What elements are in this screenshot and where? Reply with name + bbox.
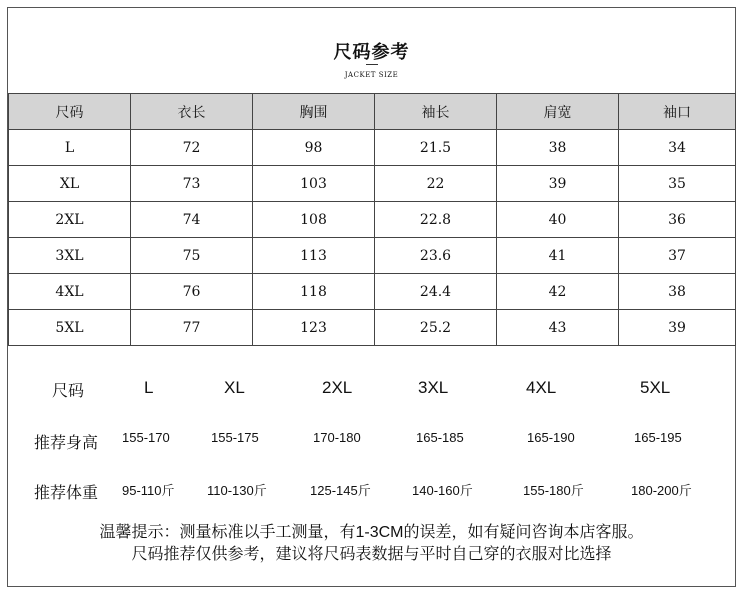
weight-row-label: 推荐体重 <box>34 485 99 502</box>
table-cell: 43 <box>497 310 619 346</box>
size-table <box>8 93 736 346</box>
weight-value: 125-145斤 <box>310 483 371 498</box>
title-block <box>8 8 735 100</box>
height-value: 170-180 <box>313 430 361 445</box>
table-cell: 22 <box>375 166 497 202</box>
header-cell: 肩宽 <box>497 94 619 130</box>
header-cell: 袖口 <box>619 94 736 130</box>
height-value: 155-175 <box>211 430 259 445</box>
table-cell: 34 <box>619 130 736 166</box>
table-cell: 77 <box>131 310 253 346</box>
size-value: 3XL <box>418 378 449 397</box>
table-cell: XL <box>9 166 131 202</box>
table-cell: 38 <box>497 130 619 166</box>
size-value: XL <box>224 378 245 397</box>
table-cell: 73 <box>131 166 253 202</box>
table-cell: 24.4 <box>375 274 497 310</box>
table-row <box>9 310 736 346</box>
size-row-label: 尺码 <box>52 383 85 400</box>
size-value: L <box>144 378 154 397</box>
table-cell: 35 <box>619 166 736 202</box>
chart-subtitle: JACKET SIZE <box>344 71 399 79</box>
header-cell: 衣长 <box>131 94 253 130</box>
table-cell: 118 <box>253 274 375 310</box>
height-value: 155-170 <box>122 430 170 445</box>
table-cell: 113 <box>253 238 375 274</box>
table-row <box>9 130 736 166</box>
header-cell: 胸围 <box>253 94 375 130</box>
table-cell: 3XL <box>9 238 131 274</box>
table-cell: 72 <box>131 130 253 166</box>
table-cell: 22.8 <box>375 202 497 238</box>
weight-value: 95-110斤 <box>122 483 175 498</box>
table-cell: 39 <box>619 310 736 346</box>
note-line-1: 温馨提示：测量标准以手工测量，有1-3CM的误差，如有疑问咨询本店客服。 <box>99 524 644 541</box>
table-cell: 36 <box>619 202 736 238</box>
table-cell: 4XL <box>9 274 131 310</box>
table-cell: 42 <box>497 274 619 310</box>
size-value: 5XL <box>640 378 671 397</box>
header-cell: 袖长 <box>375 94 497 130</box>
header-cell: 尺码 <box>9 94 131 130</box>
weight-value: 140-160斤 <box>412 483 473 498</box>
size-value: 2XL <box>322 378 353 397</box>
size-chart-frame <box>7 7 736 587</box>
table-cell: 23.6 <box>375 238 497 274</box>
table-row <box>9 238 736 274</box>
weight-value: 110-130斤 <box>207 483 267 498</box>
size-value: 4XL <box>526 378 557 397</box>
height-value: 165-195 <box>634 430 682 445</box>
table-cell: 40 <box>497 202 619 238</box>
table-cell: 98 <box>253 130 375 166</box>
table-cell: 41 <box>497 238 619 274</box>
table-cell: 37 <box>619 238 736 274</box>
chart-title: 尺码参考 <box>333 42 410 63</box>
table-cell: 21.5 <box>375 130 497 166</box>
table-cell: 103 <box>253 166 375 202</box>
table-cell: 75 <box>131 238 253 274</box>
table-cell: 5XL <box>9 310 131 346</box>
table-header-row <box>9 94 736 130</box>
note-line-2: 尺码推荐仅供参考，建议将尺码表数据与平时自己穿的衣服对比选择 <box>131 546 612 563</box>
weight-value: 180-200斤 <box>631 483 692 498</box>
table-cell: 76 <box>131 274 253 310</box>
table-row <box>9 274 736 310</box>
table-cell: 123 <box>253 310 375 346</box>
table-cell: 39 <box>497 166 619 202</box>
height-row-label: 推荐身高 <box>34 435 99 452</box>
height-value: 165-185 <box>416 430 464 445</box>
table-row <box>9 166 736 202</box>
table-cell: 108 <box>253 202 375 238</box>
table-row <box>9 202 736 238</box>
table-cell: L <box>9 130 131 166</box>
table-cell: 74 <box>131 202 253 238</box>
table-cell: 38 <box>619 274 736 310</box>
table-cell: 2XL <box>9 202 131 238</box>
table-cell: 25.2 <box>375 310 497 346</box>
title-divider <box>366 64 378 65</box>
height-value: 165-190 <box>527 430 575 445</box>
weight-value: 155-180斤 <box>523 483 584 498</box>
